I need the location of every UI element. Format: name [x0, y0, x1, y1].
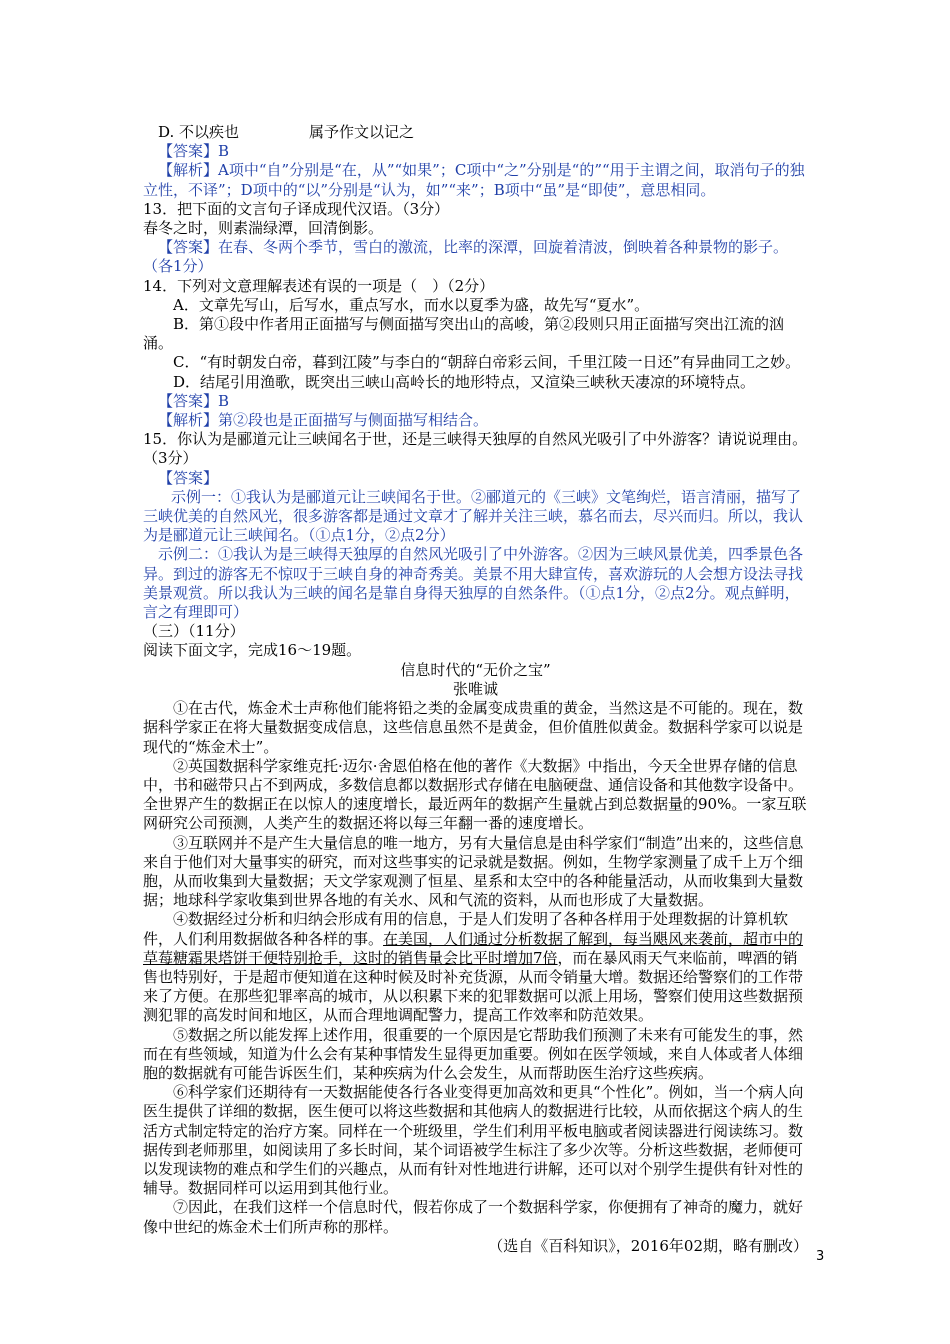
article-paragraph-7: ⑦因此，在我们这样一个信息时代，假若你成了一个数据科学家，你便拥有了神奇的魔力，就好像中世纪的炼金术士们所声称的那样。 — [143, 1198, 804, 1236]
q14-answer: 【答案】B — [158, 391, 230, 410]
section-instruction: 阅读下面文字，完成16～19题。 — [143, 641, 362, 660]
page-content — [143, 123, 808, 1256]
q12-answer: 【答案】B — [158, 142, 230, 161]
article-paragraph-6: ⑥科学家们还期待有一天数据能使各行各业变得更加高效和更具“个性化”。例如，当一个病人向医生提供了详细的数据，医生便可以将这些数据和其他病人的数据进行比较，从而依据这个病人的生活方式制定特定的治疗方案。同样在一个班级里，学生们利用平板电脑或者阅读器进行阅读练习。数据传到老师那里，如阅读用了多长时间，某个词语被学生标注了多少次等。分析这些数据，老师便可以发现读物的难点和学生们的兴趣点，从而有针对性地进行讲解，还可以对个别学生提供有针对性的辅导。数据同样可以运用到其他行业。 — [143, 1083, 804, 1198]
section-header: （三）（11分） — [143, 622, 245, 641]
q12-option-d-left: D. 不以疾也 — [158, 123, 240, 141]
article-paragraph-1: ①在古代，炼金术士声称他们能将铅之类的金属变成贵重的黄金，当然这是不可能的。现在，数据科学家正在将大量数据变成信息，这些信息虽然不是黄金，但价值胜似黄金。数据科学家可以说是现代的“炼金术士”。 — [143, 699, 804, 756]
q13-sentence: 春冬之时，则素湍绿潭，回清倒影。 — [143, 219, 384, 238]
article-source: （选自《百科知识》，2016年02期，略有删改） — [488, 1236, 808, 1255]
paragraph-4-part-a: ④数据经过分析和归纳会形成有用的信息，于是人们发明了各种各样用于处理数据的计算机软件，人们利用数据做各种各样的事。 — [143, 910, 789, 948]
q14-option-d: D．结尾引用渔歌，既突出三峡山高岭长的地形特点，又渲染三峡秋天凄凉的环境特点。 — [173, 372, 756, 391]
page-number: 3 — [816, 1249, 825, 1264]
q13-answer: 【答案】在春、冬两个季节，雪白的激流，比率的深潭，回旋着清波，倒映着各种景物的影子。（各1分） — [143, 238, 789, 276]
q15-question: 15．你认为是郦道元让三峡闻名于世，还是三峡得天独厚的自然风光吸引了中外游客？请说说理由。（3分） — [143, 430, 808, 468]
q15-example-2: 示例二：①我认为是三峡得天独厚的自然风光吸引了中外游客。②因为三峡风景优美，四季景色各异。到过的游客无不惊叹于三峡自身的神奇秀美。美景不用大肆宣传，喜欢游玩的人会想方设法寻找美景观赏。所以我认为三峡的闻名是靠自身得天独厚的自然条件。（①点1分，②点2分。观点鲜明，言之有理即可） — [143, 545, 804, 622]
q15-example-1: 示例一：①我认为是郦道元让三峡闻名于世。②郦道元的《三峡》文笔绚烂，语言清丽，描写了三峡优美的自然风光，很多游客都是通过文章才了解并关注三峡，慕名而去，尽兴而归。所以，我认为是郦道元让三峡闻名。（①点1分，②点2分） — [143, 487, 804, 545]
q14-question: 14．下列对文意理解表述有误的一项是（ ）（2分） — [143, 276, 495, 295]
q14-option-a: A．文章先写山，后写水，重点写水，而水以夏季为盛，故先写“夏水”。 — [173, 295, 650, 314]
article-paragraph-3: ③互联网并不是产生大量信息的唯一地方，另有大量信息是由科学家们“制造”出来的，这些信息来自于他们对大量事实的研究，而对这些事实的记录就是数据。例如，生物学家测量了成千上万个细胞，从而收集到大量数据；天文学家观测了恒星、星系和太空中的各种能量活动，从而收集到大量数据；地球科学家收集到世界各地的有关水、风和气流的资料，从而也形成了大量数据。 — [143, 833, 804, 910]
article-paragraph-2: ②英国数据科学家维克托·迈尔·舍恩伯格在他的著作《大数据》中指出，今天全世界存储的信息中，书和磁带只占不到两成，多数信息都以数据形式存储在电脑硬盘、通信设备和其他数字设备中。全世界产生的数据正在以惊人的速度增长，最近两年的数据产生量就占到总数据量的90%。一家互联网研究公司预测，人类产生的数据还将以每三年翻一番的速度增长。 — [143, 756, 807, 833]
q14-analysis: 【解析】第②段也是正面描写与侧面描写相结合。 — [158, 411, 489, 430]
article-title: 信息时代的“无价之宝” — [400, 660, 551, 679]
q13-question: 13．把下面的文言句子译成现代汉语。（3分） — [143, 199, 450, 218]
q12-analysis: 【解析】A项中“自”分别是“在，从”“如果”；C项中“之”分别是“的”“用于主谓之间，取消句子的独立性，不译”；D项中的“以”分别是“认为，如”“来”；B项中“虽”是“即使”，意思相同。 — [143, 161, 805, 199]
article-paragraph-4 — [143, 910, 808, 1025]
article-paragraph-5: ⑤数据之所以能发挥上述作用，很重要的一个原因是它帮助我们预测了未来有可能发生的事，然而在有些领域，知道为什么会有某种事情发生显得更加重要。例如在医学领域，来自人体或者人体细胞的数据就有可能告诉医生们，某种疾病为什么会发生，从而帮助医生治疗这些疾病。 — [143, 1025, 804, 1082]
q14-option-b: B．第①段中作者用正面描写与侧面描写突出山的高峻，第②段则只用正面描写突出江流的汹涌。 — [143, 315, 785, 353]
article-author: 张唯诚 — [452, 679, 498, 698]
q12-option-d — [143, 123, 808, 142]
q14-option-c: C．“有时朝发白帝，暮到江陵”与李白的“朝辞白帝彩云间，千里江陵一日还”有异曲同工之妙。 — [173, 353, 801, 372]
paragraph-4-underlined: 在美国，人们通过分析数据了解到，每当飓风来袭前，超市中的草莓糖霜果塔饼干便特别抢手，这时的销售量会比平时增加7倍 — [143, 929, 804, 967]
paragraph-4-part-b: ，而在暴风雨天气来临前，啤酒的销售也特别好，于是超市便知道在这种时候及时补充货源，从而令销量大增。数据还给警察们的工作带来了方便。在那些犯罪率高的城市，从以积累下来的犯罪数据可以派上用场，警察们使用这些数据预测犯罪的高发时间和地区，从而合理地调配警力，提高工作效率和防范效果。 — [143, 948, 804, 1025]
q15-answer-label: 【答案】 — [158, 468, 219, 487]
q12-option-d-right: 属予作文以记之 — [309, 123, 415, 141]
